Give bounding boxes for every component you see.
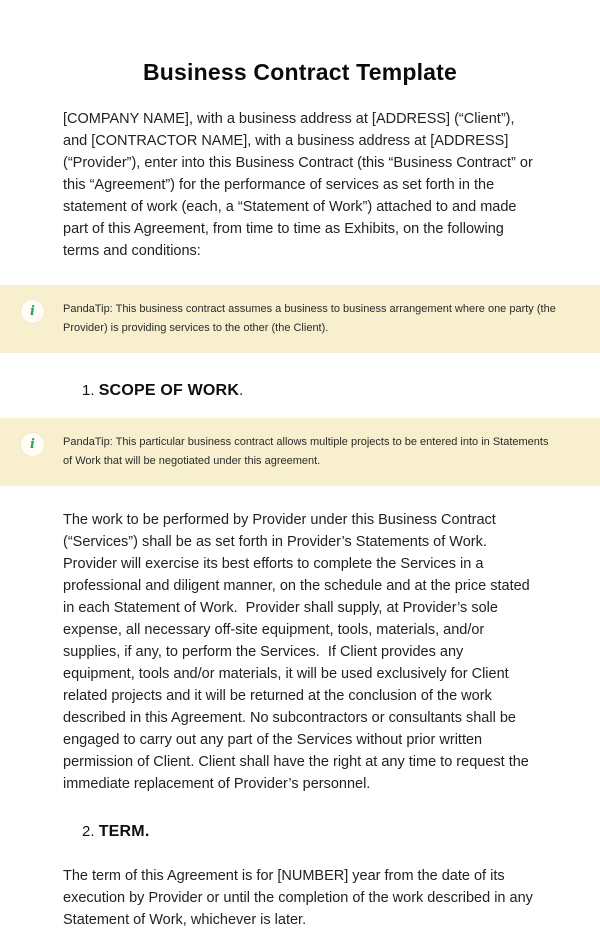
section-number: 2. <box>82 823 99 840</box>
pandatip-text-1: PandaTip: This business contract assumes a business to business arrangement where one party (the Provider) is providing services to the other (the Client). <box>63 303 559 334</box>
section-number: 1. <box>82 382 99 399</box>
section-title: SCOPE OF WORK <box>98 382 240 399</box>
intro-paragraph: [COMPANY NAME], with a business address at [ADDRESS] (“Client”), and [CONTRACTOR NAME], with a business address at [ADDRESS] (“Provider”), enter into this Business Contract (this “Business Contract” or this “Agreement”) for the performance of services as set forth in the statement of work (each, a “Statement of Work”) attached to and made part of this Agreement, from time to time as Exhibits, on the following terms and conditions: <box>63 111 537 259</box>
section-scope-of-work-body: The work to be performed by Provider under this Business Contract (“Services”) shall be as set forth in Provider’s Statements of Work. Provider will exercise its best efforts to complete the Services in a professional and diligent manner, on the schedule and at the price stated in each Statement of Work. Provider shall supply, at Provider’s sole expense, all necessary off-site equipment, tools, materials, and/or supplies, if any, to perform the Services. If Client provides any equipment, tools and/or materials, it will be used exclusively for Client related projects and it will be returned at the conclusion of the work described in this Agreement. No subcontractors or consultants shall be engaged to carry out any part of the Services without prior written permission of Client. Client shall have the right at any time to request the immediate replacement of Provider’s personnel. <box>63 512 534 792</box>
pandatip-callout-2 <box>0 418 600 486</box>
pandatip-text-2: PandaTip: This particular business contract allows multiple projects to be entered into in Statements of Work that will be negotiated under this agreement. <box>63 436 552 467</box>
section-title-suffix: . <box>239 382 244 399</box>
info-icon: i <box>21 300 44 323</box>
section-title: TERM. <box>98 823 150 840</box>
document-title: Business Contract Template <box>142 59 458 85</box>
section-heading-scope-of-work <box>82 381 537 401</box>
section-term-body: The term of this Agreement is for [NUMBER] year from the date of its execution by Provider or until the completion of the work described in any Statement of Work, whichever is later. <box>63 868 537 928</box>
pandatip-callout-1 <box>0 285 600 353</box>
section-heading-term <box>82 822 537 842</box>
info-icon: i <box>21 433 44 456</box>
